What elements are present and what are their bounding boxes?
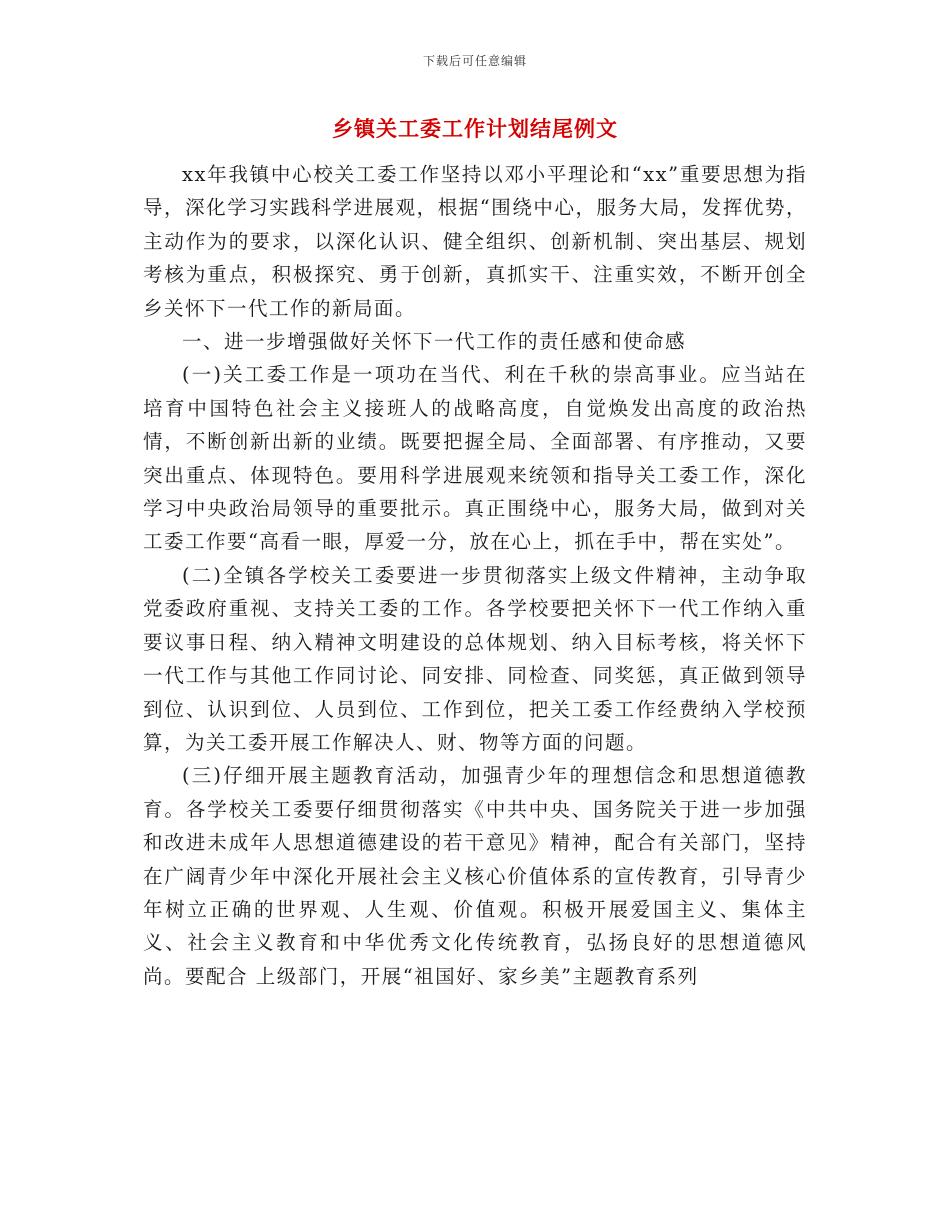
- section-heading-1: 一、进一步增强做好关怀下一代工作的责任感和使命感: [182, 330, 687, 354]
- paragraph-item-1: (一)关工委工作是一项功在当代、利在千秋的崇高事业。应当站在培育中国特色社会主义接班人的战略高度，自觉焕发出高度的政治热情，不断创新出新的业绩。既要把握全局、全面部署、有序推动，又要突出重点、体现特色。要用科学进展观来统领和指导关工委工作，深化学习中央政治局领导的重要批示。真正围绕中心，服务大局，做到对关工委工作要“高看一眼，厚爱一分，放在心上，抓在手中，帮在实处”。: [143, 363, 807, 554]
- paragraph-item-2: (二)全镇各学校关工委要进一步贯彻落实上级文件精神，主动争取党委政府重视、支持关工委的工作。各学校要把关怀下一代工作纳入重要议事日程、纳入精神文明建设的总体规划、纳入目标考核，将关怀下一代工作与其他工作同讨论、同安排、同检查、同奖惩，真正做到领导到位、认识到位、人员到位、工作到位，把关工委工作经费纳入学校预算，为关工委开展工作解决人、财、物等方面的问题。: [143, 563, 807, 754]
- document-body: [143, 158, 807, 993]
- paragraph-intro: xx年我镇中心校关工委工作坚持以邓小平理论和“xx”重要思想为指导，深化学习实践科学进展观，根据“围绕中心，服务大局，发挥优势，主动作为的要求，以深化认识、健全组织、创新机制、突出基层、规划考核为重点，积极探究、勇于创新，真抓实干、注重实效，不断开创全乡关怀下一代工作的新局面。: [143, 163, 807, 320]
- document-title: 乡镇关工委工作计划结尾例文: [332, 116, 618, 141]
- paragraph-item-3: (三)仔细开展主题教育活动，加强青少年的理想信念和思想道德教育。各学校关工委要仔细贯彻落实《中共中央、国务院关于进一步加强和改进未成年人思想道德建设的若干意见》精神，配合有关部门，坚持在广阔青少年中深化开展社会主义核心价值体系的宣传教育，引导青少年树立正确的世界观、人生观、价值观。积极开展爱国主义、集体主义、社会主义教育和中华优秀文化传统教育，弘扬良好的思想道德风尚。要配合 上级部门，开展“祖国好、家乡美”主题教育系列: [143, 764, 807, 988]
- header-note: 下载后可任意编辑: [422, 54, 527, 68]
